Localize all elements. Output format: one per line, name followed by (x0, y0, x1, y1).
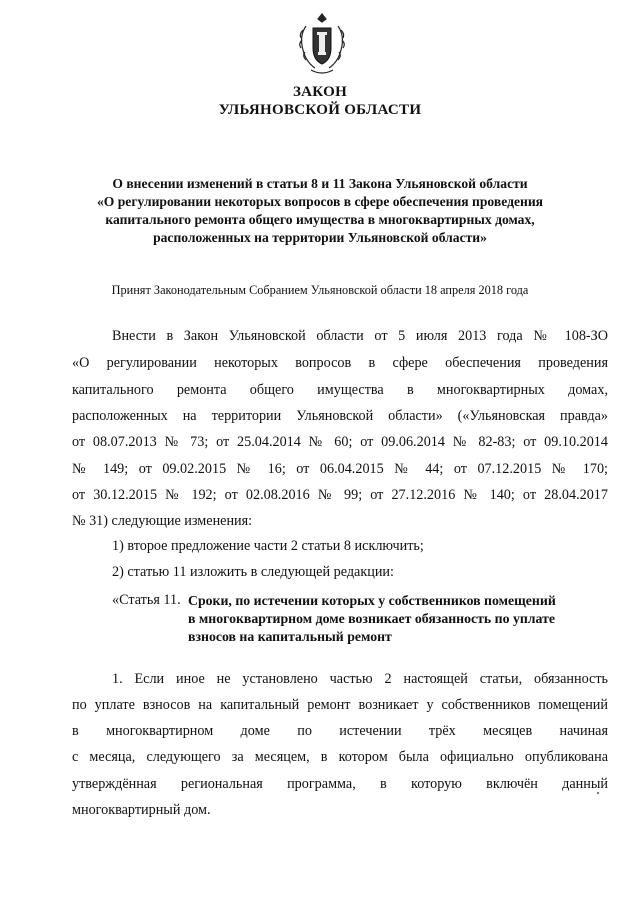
intro-line: № 149; от 09.02.2015 № 16; от 06.04.2015 № 44; от 07.12.2015 № 170; (72, 461, 608, 477)
article-title-line: Сроки, по истечении которых у собственников помещений (188, 593, 556, 608)
section1-line: многоквартирный дом. (72, 802, 211, 818)
change-item-2: 2) статью 11 изложить в следующей редакции: (112, 564, 394, 580)
article-title-line: в многоквартирном доме возникает обязанность по уплате (188, 611, 555, 626)
law-subject-title (20, 175, 620, 247)
subject-line: О внесении изменений в статьи 8 и 11 Закона Ульяновской области (112, 176, 528, 191)
law-heading: ЗАКОН (292, 84, 348, 100)
intro-line: № 31) следующие изменения: (72, 513, 253, 529)
scan-speck (597, 792, 599, 794)
intro-line: от 30.12.2015 № 192; от 02.08.2016 № 99; от 27.12.2016 № 140; от 28.04.2017 (72, 487, 608, 503)
intro-line: капитального ремонта общего имущества в многоквартирных домах, (72, 382, 608, 398)
coat-of-arms-emblem (297, 12, 347, 76)
region-heading: УЛЬЯНОВСКОЙ ОБЛАСТИ (218, 102, 422, 118)
article-title-line: взносов на капитальный ремонт (188, 629, 392, 644)
article-title (188, 592, 612, 646)
section1-line: 1. Если иное не установлено частью 2 настоящей статьи, обязанность (112, 671, 608, 687)
section1-line: в многоквартирном доме по истечении трёх месяцев начиная (72, 723, 608, 739)
section1-line: утверждённая региональная программа, в которую включён данный (72, 776, 608, 792)
subject-line: расположенных на территории Ульяновской области» (153, 230, 487, 245)
change-item-1: 1) второе предложение части 2 статьи 8 исключить; (112, 538, 424, 554)
intro-line: Внести в Закон Ульяновской области от 5 июля 2013 года № 108-ЗО (112, 328, 608, 344)
adoption-note: Принят Законодательным Собранием Ульяновской области 18 апреля 2018 года (111, 283, 529, 297)
subject-line: капитального ремонта общего имущества в многоквартирных домах, (105, 212, 535, 227)
subject-line: «О регулировании некоторых вопросов в сфере обеспечения проведения (96, 194, 544, 209)
article-label: «Статья 11. (112, 592, 181, 608)
intro-line: «О регулировании некоторых вопросов в сфере обеспечения проведения (72, 355, 608, 371)
intro-line: от 08.07.2013 № 73; от 25.04.2014 № 60; от 09.06.2014 № 82-83; от 09.10.2014 (72, 434, 608, 450)
intro-line: расположенных на территории Ульяновской области» («Ульяновская правда» (72, 408, 608, 424)
section1-line: по уплате взносов на капитальный ремонт возникает у собственников помещений (72, 697, 608, 713)
section1-line: с месяца, следующего за месяцем, в котором была официально опубликована (72, 749, 608, 765)
